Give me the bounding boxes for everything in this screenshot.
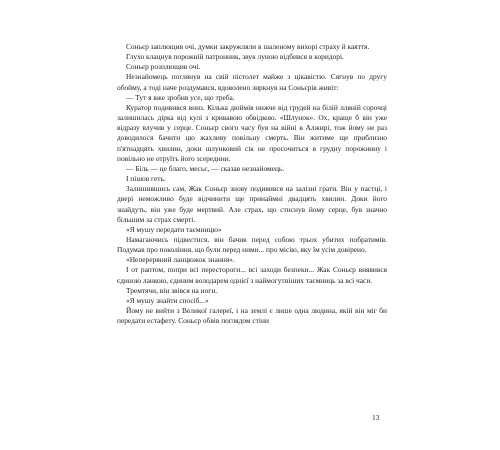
paragraph: І от раптом, попри всі перестороги... всі заходи безпеки... Жак Соньєр виявився єдиною ланкою, єдиним володарем однієї з наймогутніших таємниць за всі часи.	[117, 265, 387, 285]
dialogue-line: — Біль — це благо, месьє, — сказав незнайомець.	[126, 163, 285, 173]
inner-thought: «Я мушу передати таємницю»	[126, 224, 222, 234]
paragraph: Соньєр розплющив очі.	[126, 62, 201, 72]
paragraph: Незнайомець поглянув на свій пістолет майже з цікавістю. Сягнув по другу обойму, а тоді наче роздумався, вдоволено зиркнув на Соньєрів живіт:	[117, 72, 387, 92]
paragraph: Соньєр заплющив очі, думки закружляли в шаленому вихорі страху й каяття.	[126, 42, 370, 51]
paragraph: Куратор подивився вниз. Кілька дюймів нижче від грудей на білій лляній сорочці залишилась дірка від кулі з кривавою обвідкою. «Шлунок». Ох, краще б він уже відразу влучив у серце. Соньєр свого часу був на війні в Алжирі, тож йому не раз доводилося бачити цю жахливу повільну смерть. Він житиме ще приблизно п'ятнадцять хвилин, доки шлунковий сік не просочиться в грудну порожнину і повільно не отруїть його зсередини.	[117, 102, 387, 163]
paragraph: Намагаючись підвестися, він бачив перед собою трьох убитих побратимів. Подумав про покоління, що були перед ними... про місію, яку їм усім довірено.	[117, 234, 387, 255]
dialogue-line: — Тут я вже зробив усе, що треба.	[126, 92, 235, 102]
paragraph: І пішов геть.	[126, 174, 166, 184]
paragraph: Залишившись сам, Жак Соньєр знову подивився на залізні грати. Він у пастці, і двері неможливо буде відчинити ще принаймні двадцять хвилин. Доки його знайдуть, він уже буде мертвий. Але страх, що стиснув йому серце, був значно більшим за страх смерті.	[117, 184, 387, 224]
page-number: 13	[372, 413, 380, 422]
inner-thought: «Неперервний ланцюжок знання».	[126, 255, 235, 265]
paragraph: Глухо клацнув порожній патронник, звук луною відбився в коридорі.	[126, 52, 344, 62]
paragraph: Тремтячи, він звівся на ноги.	[126, 285, 218, 295]
paragraph: Йому не вийти з Великої галереї, і на землі є лише одна людина, якій він міг би передати естафету. Соньєр обвів поглядом стіни	[117, 306, 387, 326]
inner-thought: «Я мушу знайти спосіб...»	[126, 295, 209, 305]
body-text	[117, 42, 387, 326]
